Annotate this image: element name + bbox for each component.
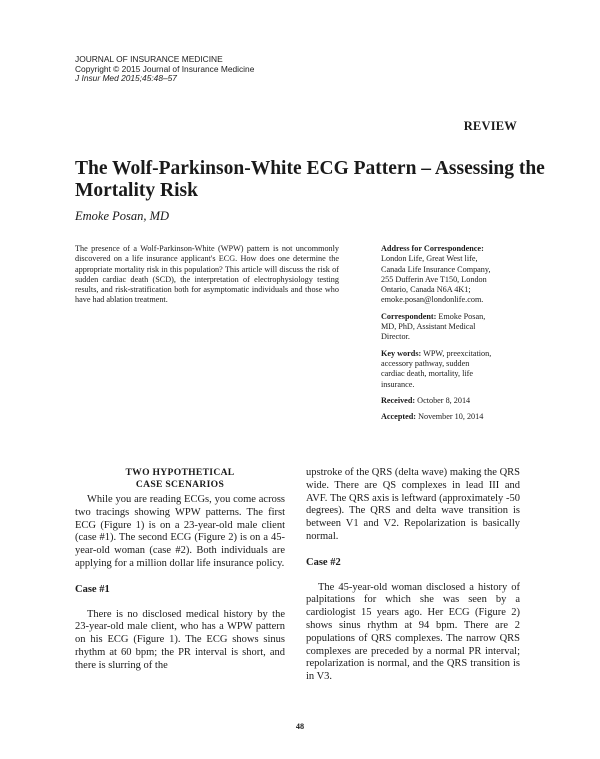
journal-copyright: Copyright © 2015 Journal of Insurance Medicine [75,63,255,74]
section-heading-line: CASE SCENARIOS [135,478,225,490]
article-title: The Wolf-Parkinson-White ECG Pattern – Assessing the Mortality Risk [75,158,545,201]
page-number: 48 [295,722,305,731]
accepted-date: November 10, 2014 [416,412,484,422]
correspondent-line: Director. [381,332,410,342]
article-sidebar [381,244,521,428]
received-label: Received: [381,395,416,405]
keywords-line: accessory pathway, sudden [381,358,470,368]
journal-name: JOURNAL OF INSURANCE MEDICINE [75,54,223,64]
correspondent-line: Emoke Posan, [436,311,486,321]
accepted-label: Accepted: [381,412,417,422]
article-author: Emoke Posan, MD [75,209,170,223]
section-heading [75,467,285,490]
section-heading-line: TWO HYPOTHETICAL [125,467,235,478]
case1-heading: Case #1 [75,583,110,595]
keywords-line: insurance. [381,379,415,389]
article-abstract: The presence of a Wolf-Parkinson-White (WPW) pattern is not uncommonly discovered on a life insurance applicant's ECG. How does one determine the appropriate mortality risk in this population? This article will discuss the risk of sudden cardiac death (SCD), the interpretation of electrophysiology testing results, and risk-stratification both for asymptomatic individuals and those who have had ablation treatment. [75,244,339,305]
case1-paragraph-continued: upstroke of the QRS (delta wave) making the QRS wide. There are QS complexes in lead III and AVF. The QRS axis is leftward (approximately -50 degrees). The QRS and delta wave transition is between V1 and V2. Repolarization is basically normal. [306,467,520,542]
received-block [381,396,521,406]
correspondent-label: Correspondent: [381,311,437,321]
correspondent-block [381,312,521,343]
keywords-block [381,349,521,390]
address-line: 255 Dufferin Ave T150, London [381,274,487,284]
address-email: emoke.posan@londonlife.com. [381,295,484,305]
accepted-block [381,412,521,422]
case2-heading: Case #2 [306,556,341,568]
address-label: Address for Correspondence: [381,244,484,253]
section-label: REVIEW [463,119,517,133]
body-column-right [306,467,520,684]
journal-header [75,55,254,84]
address-block [381,244,521,306]
address-line: Ontario, Canada N6A 4K1; [381,285,471,295]
case2-paragraph: The 45-year-old woman disclosed a history of palpitations for which she was seen by a cardiologist 15 years ago. Her ECG (Figure 2) shows sinus rhythm at 94 bpm. There are 2 populations of QRS complexes. The narrow QRS complexes are preceded by a normal PR interval; repolarization is normal, and the QRS transition is in V3. [306,581,520,683]
case1-paragraph: There is no disclosed medical history by the 23-year-old male client, who has a WPW pattern on his ECG (Figure 1). The ECG shows sinus rhythm at 60 bpm; the PR interval is short, and there is slurring of the [75,608,285,671]
intro-paragraph: While you are reading ECGs, you come across two tracings showing WPW patterns. The first ECG (Figure 1) is on a 23-year-old male client (case #1). The second ECG (Figure 2) is on a 45-year-old woman (case #2). Both individuals are applying for a million dollar life insurance policy. [75,494,285,569]
address-line: London Life, Great West life, [381,254,478,264]
address-line: Canada Life Insurance Company, [381,264,491,274]
keywords-line: cardiac death, mortality, life [381,369,473,379]
keywords-label: Key words: [381,348,422,358]
journal-citation: J Insur Med 2015;45:48–57 [75,73,177,84]
correspondent-line: MD, PhD, Assistant Medical [381,322,476,332]
keywords-line: WPW, preexcitation, [421,348,492,358]
body-column-left [75,467,285,673]
received-date: October 8, 2014 [415,395,471,405]
